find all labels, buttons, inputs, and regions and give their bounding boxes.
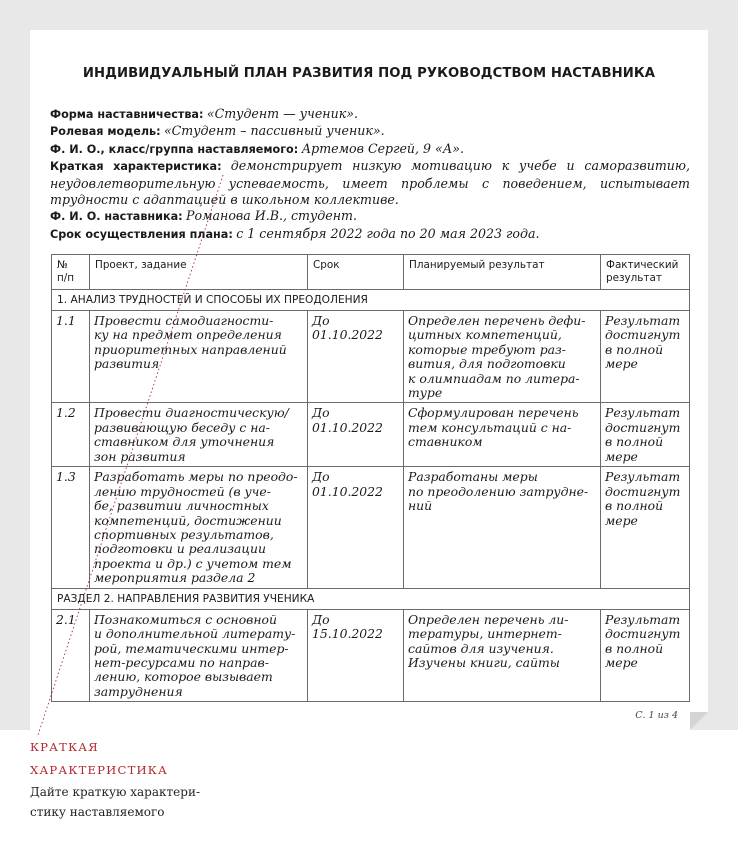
page-fold-corner — [690, 712, 708, 730]
row-planned: Разработаны меры по преодолению затрудне- ний — [404, 467, 601, 588]
mentor-value: Романова И.В., студент. — [186, 208, 357, 224]
annotation-text: Дайте краткую характери- стику наставляемого — [30, 785, 200, 819]
row-task: Провести диагностическую/ развивающую беседу с на- ставником для уточнения зон развития — [90, 403, 308, 467]
characteristic-label: Краткая характеристика: — [50, 160, 222, 174]
characteristic-value: демонстрирует низкую мотивацию к учебе и саморазвитию, неудовлетворительную успеваемость, имеет проблемы с поведением, испытывает трудности с адаптацией в школьном коллективе. — [50, 158, 690, 208]
form-label: Форма наставничества: — [50, 108, 204, 121]
mentee-field — [50, 141, 690, 158]
page-number: С. 1 из 4 — [635, 710, 678, 721]
row-deadline: До 01.10.2022 — [308, 311, 404, 403]
form-value: «Студент — ученик». — [206, 106, 358, 121]
row-actual: Результат достигнут в полной мере — [601, 467, 690, 588]
role-label: Ролевая модель: — [50, 125, 161, 139]
row-num: 1.3 — [52, 467, 90, 588]
mentee-label: Ф. И. О., класс/группа наставляемого: — [50, 142, 299, 156]
row-task: Познакомиться с основной и дополнительной литерату- рой, тематическими интер- нет-ресурсами по направ- лению, которое вызывает затруднения — [90, 609, 308, 701]
row-actual: Результат достигнут в полной мере — [601, 403, 690, 467]
row-num: 1.2 — [52, 403, 90, 467]
row-actual: Результат достигнут в полной мере — [601, 609, 690, 701]
row-num: 1.1 — [52, 311, 90, 403]
row-deadline: До 01.10.2022 — [308, 467, 404, 588]
annotation-leader-line — [28, 175, 248, 740]
row-num: 2.1 — [52, 609, 90, 701]
section-title-2: РАЗДЕЛ 2. НАПРАВЛЕНИЯ РАЗВИТИЯ УЧЕНИКА — [52, 588, 690, 609]
margin-annotation — [30, 736, 250, 822]
section-title-1: 1. АНАЛИЗ ТРУДНОСТЕЙ И СПОСОБЫ ИХ ПРЕОДОЛЕНИЯ — [52, 290, 690, 311]
period-label: Срок осуществления плана: — [50, 227, 233, 241]
header-deadline: Срок — [308, 255, 404, 290]
role-field — [50, 123, 690, 140]
mentee-value: Артемов Сергей, 9 «А». — [301, 140, 465, 156]
header-actual: Фактический результат — [601, 255, 690, 290]
header-num: № п/п — [52, 255, 90, 290]
annotation-label: КРАТКАЯ ХАРАКТЕРИСТИКА — [30, 740, 168, 777]
row-deadline: До 01.10.2022 — [308, 403, 404, 467]
mentor-label: Ф. И. О. наставника: — [50, 210, 183, 224]
role-value: «Студент – пассивный ученик». — [163, 123, 385, 139]
row-planned: Определен перечень дефи- цитных компетенций, которые требуют раз- вития, для подготовки к олимпиадам по литера- туре — [404, 311, 601, 403]
row-task: Провести самодиагности- ку на предмет определения приоритетных направлений развития — [90, 311, 308, 403]
row-actual: Результат достигнут в полной мере — [601, 311, 690, 403]
row-task: Разработать меры по преодо- лению трудностей (в уче- бе, развитии личностных компетенций, достижении спортивных результатов, подготовки и реализации проекта и др.) с учетом тем мероприятия раздела 2 — [90, 467, 308, 588]
header-planned: Планируемый результат — [404, 255, 601, 290]
row-deadline: До 15.10.2022 — [308, 609, 404, 701]
row-planned: Определен перечень ли- тературы, интернет- сайтов для изучения. Изучены книги, сайты — [404, 609, 601, 701]
row-planned: Сформулирован перечень тем консультаций с на- ставником — [404, 403, 601, 467]
form-field — [50, 106, 690, 123]
period-value: с 1 сентября 2022 года по 20 мая 2023 года. — [236, 225, 540, 241]
header-project: Проект, задание — [90, 255, 308, 290]
document-title: ИНДИВИДУАЛЬНЫЙ ПЛАН РАЗВИТИЯ ПОД РУКОВОДСТВОМ НАСТАВНИКА — [82, 66, 656, 81]
